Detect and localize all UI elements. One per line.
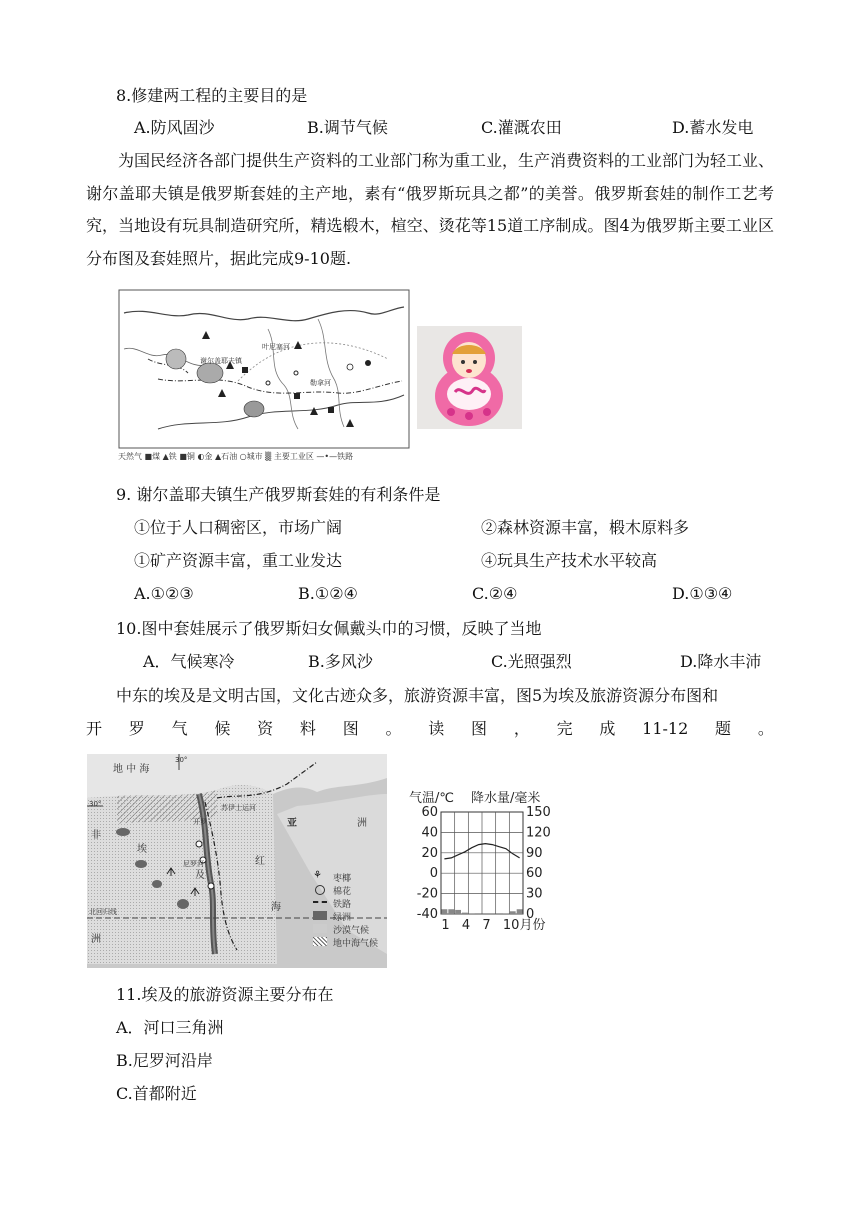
chart-left-axis-label: 气温/℃ [409,791,454,806]
chart-temp-tick: 0 [429,866,438,882]
map-label-red-2: 海 [271,902,281,913]
chart-precip-bar [462,913,468,914]
passage-egypt-word: 开 [86,719,103,738]
passage-egypt-word: 。 [757,719,774,738]
legend-desert-climate: 沙漠气候 [333,926,370,936]
cotton-icon [315,885,325,895]
desert-climate-icon [313,924,327,933]
passage-egypt-word: 。 [385,719,402,738]
passage-egypt-word: 资 [257,719,274,738]
legend-date-palm: 枣椰 [333,874,352,884]
q9-option-c: C.②④ [472,584,518,603]
q8-stem: 8.修建两工程的主要目的是 [116,86,308,105]
map-label-river-lena: 勒拿河 [310,379,331,387]
q10-option-d: D.降水丰沛 [680,652,762,671]
q9-option-d: D.①③④ [672,584,733,603]
chart-precip-bar [455,910,461,914]
q8-option-b: B.调节气候 [307,118,388,137]
map-label-egypt-2: 及 [195,870,205,881]
q9-item-3: ①矿产资源丰富，重工业发达 [134,551,343,570]
map-label-asia-a: 亚 [287,818,297,829]
q11-option-b: B.尼罗河沿岸 [116,1051,213,1070]
mediterranean-climate-icon [313,937,327,946]
passage-egypt-word: 完 [556,719,573,738]
chart-temp-tick: 40 [421,825,438,841]
q11-option-c: C.首都附近 [116,1084,197,1103]
chart-precip-tick: 0 [526,907,535,922]
q9-item-4: ④玩具生产技术水平较高 [481,551,658,570]
passage-egypt-word: ， [513,719,530,738]
q11-option-a: A．河口三角洲 [116,1018,224,1037]
legend-mediterranean-climate: 地中海气候 [333,939,379,949]
q9-stem: 9. 谢尔盖耶夫镇生产俄罗斯套娃的有利条件是 [116,485,441,504]
passage-egypt-word: 图 [471,719,488,738]
map-label-tropic: 北回归线 [89,908,117,916]
passage-russia-text: 为国民经济各部门提供生产资料的工业部门称为重工业，生产消费资料的工业部门为轻工业、谢尔盖耶夫镇是俄罗斯套娃的主产地，素有“俄罗斯玩具之都”的美誉。俄罗斯套娃的制作工艺考究，当地设有玩具制造研究所，精选椴木，楦空、烫花等15道工序制成。图4为俄罗斯主要工业区分布图及套娃照片，据此完成9-10题. [86,151,775,268]
q11-stem: 11.埃及的旅游资源主要分布在 [116,985,334,1004]
passage-egypt-word: 成 [599,719,616,738]
q10-option-b: B.多风沙 [308,652,373,671]
map-label-city: 谢尔盖耶夫镇 [200,357,242,365]
legend-railway: 铁路 [333,900,352,910]
chart-temp-tick: -40 [416,907,438,922]
map-label-egypt-1: 埃 [137,844,147,855]
legend-cotton: 棉花 [333,887,352,897]
russia-map-legend: 天然气 ■煤 ▲铁 ■铜 ◐金 ▲石油 ○城市 ▒ 主要工业区 —•—铁路 [118,452,354,461]
chart-precip-bar [503,913,509,914]
passage-egypt-word: 11-12 [642,719,689,738]
oasis-icon [313,911,327,920]
map-label-sea: 地 中 海 [113,764,150,775]
egypt-map-legend [313,870,401,960]
map-label-river-yenisei: 叶尼塞河 [262,343,290,351]
chart-precip-tick: 90 [526,845,543,861]
chart-precip-bar [517,909,523,914]
chart-precip-bar [442,909,448,914]
map-label-asia-b: 洲 [357,818,367,829]
chart-precip-tick: 30 [526,886,543,902]
passage-egypt-word: 候 [214,719,231,738]
q10-option-c: C.光照强烈 [491,652,572,671]
date-palm-icon: ⚘ [313,870,322,881]
map-label-africa: 非 [91,830,101,841]
q9-item-1: ①位于人口稠密区，市场广阔 [134,518,343,537]
chart-x-tick: 10月份 [502,918,546,933]
chart-precip-bar [469,913,475,914]
map-label-cairo: 开罗 [193,818,207,826]
chart-x-tick: 7 [482,918,491,933]
russia-industry-map [118,289,410,449]
passage-egypt-line1: 中东的埃及是文明古国，文化古迹众多，旅游资源丰富，图5为埃及旅游资源分布图和 [116,686,719,705]
chart-x-tick: 1 [441,918,450,933]
q8-option-a: A.防风固沙 [134,118,215,137]
chart-precip-bar [448,909,454,914]
passage-egypt-word: 读 [428,719,445,738]
map-label-suez: 苏伊士运河 [221,804,256,812]
passage-russia [86,145,774,275]
matryoshka-photo [417,326,522,429]
chart-precip-bar [510,911,516,914]
railway-icon [313,901,327,903]
map-label-zhou: 洲 [91,934,101,945]
q9-option-a: A.①②③ [134,584,194,603]
q8-option-d: D.蓄水发电 [672,118,754,137]
cairo-climate-chart [405,786,560,936]
passage-egypt-line2 [86,719,774,739]
map-label-red-1: 红 [255,856,265,867]
chart-precip-tick: 60 [526,866,543,882]
passage-egypt-word: 罗 [128,719,145,738]
chart-temp-tick: -20 [416,886,438,902]
chart-x-tick: 4 [461,918,471,933]
map-label-nile: 尼罗河 [183,860,204,868]
chart-temp-tick: 20 [421,845,438,861]
map-label-30-top: 30° [175,756,188,764]
q10-stem: 10.图中套娃展示了俄罗斯妇女佩戴头巾的习惯，反映了当地 [116,619,542,638]
q10-option-a: A．气候寒冷 [143,652,235,671]
legend-oasis: 绿洲 [333,913,352,923]
passage-egypt-word: 料 [299,719,316,738]
chart-precip-tick: 150 [526,805,551,820]
passage-egypt-word: 题 [715,719,732,738]
q9-option-b: B.①②④ [298,584,358,603]
passage-egypt-word: 图 [342,719,359,738]
map-label-30-left: 30° [89,800,102,808]
q8-option-c: C.灌溉农田 [481,118,562,137]
chart-temp-tick: 60 [421,805,438,820]
passage-egypt-word: 气 [171,719,188,738]
chart-precip-tick: 120 [526,825,551,841]
q9-item-2: ②森林资源丰富，椴木原料多 [481,518,690,537]
chart-right-axis-label: 降水量/毫米 [471,791,541,806]
